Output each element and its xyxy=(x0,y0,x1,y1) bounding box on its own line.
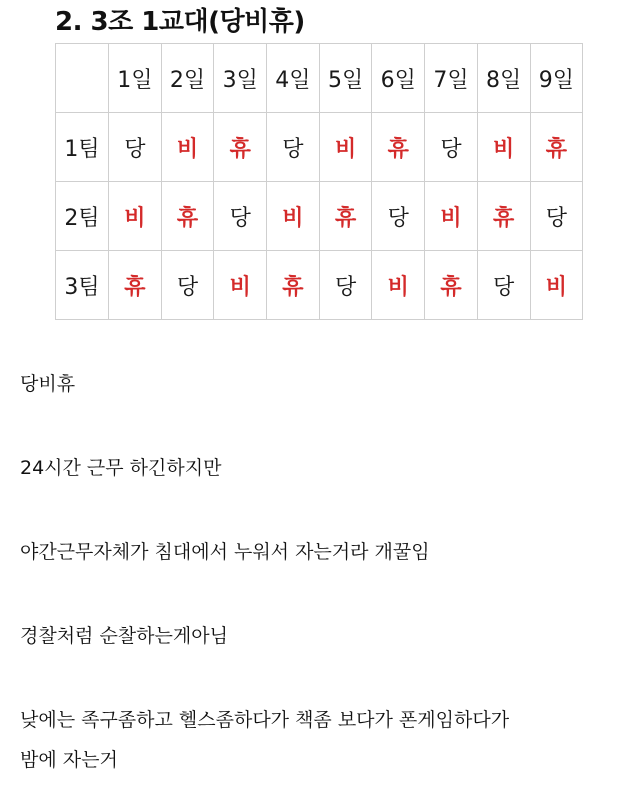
shift-cell: 비 xyxy=(477,113,530,182)
shift-cell: 휴 xyxy=(161,182,214,251)
shift-cell: 당 xyxy=(477,251,530,320)
shift-cell: 휴 xyxy=(425,251,478,320)
shift-cell: 당 xyxy=(425,113,478,182)
shift-cell: 휴 xyxy=(319,182,372,251)
shift-cell: 비 xyxy=(161,113,214,182)
team-label: 3팀 xyxy=(56,251,109,320)
team-row xyxy=(56,251,583,320)
day-header: 1일 xyxy=(109,44,162,113)
shift-cell: 당 xyxy=(372,182,425,251)
shift-cell: 당 xyxy=(109,113,162,182)
day-header: 9일 xyxy=(530,44,583,113)
section-title: 2. 3조 1교대(당비휴) xyxy=(55,7,305,37)
shift-cell: 휴 xyxy=(372,113,425,182)
paragraph: 경찰처럼 순찰하는게아님 xyxy=(20,625,228,647)
paragraph: 당비휴 xyxy=(20,373,76,395)
shift-schedule-table xyxy=(55,43,583,320)
shift-cell: 비 xyxy=(319,113,372,182)
shift-cell: 당 xyxy=(267,113,320,182)
shift-cell: 비 xyxy=(530,251,583,320)
paragraph: 24시간 근무 하긴하지만 xyxy=(20,457,222,479)
day-header: 8일 xyxy=(477,44,530,113)
shift-cell: 비 xyxy=(109,182,162,251)
shift-cell: 휴 xyxy=(477,182,530,251)
shift-cell: 당 xyxy=(319,251,372,320)
shift-cell: 당 xyxy=(530,182,583,251)
shift-cell: 비 xyxy=(267,182,320,251)
corner-cell xyxy=(56,44,109,113)
shift-cell: 비 xyxy=(214,251,267,320)
team-row xyxy=(56,182,583,251)
day-header: 6일 xyxy=(372,44,425,113)
shift-cell: 비 xyxy=(372,251,425,320)
shift-cell: 휴 xyxy=(267,251,320,320)
day-header: 4일 xyxy=(267,44,320,113)
shift-cell: 휴 xyxy=(109,251,162,320)
shift-cell: 휴 xyxy=(214,113,267,182)
day-header: 5일 xyxy=(319,44,372,113)
team-row xyxy=(56,113,583,182)
day-header: 3일 xyxy=(214,44,267,113)
paragraph: 야간근무자체가 침대에서 누워서 자는거라 개꿀임 xyxy=(20,541,430,563)
paragraph: 낮에는 족구좀하고 헬스좀하다가 책좀 보다가 폰게임하다가 xyxy=(20,709,510,731)
team-label: 2팀 xyxy=(56,182,109,251)
shift-cell: 당 xyxy=(161,251,214,320)
day-header: 7일 xyxy=(425,44,478,113)
shift-cell: 비 xyxy=(425,182,478,251)
shift-cell: 휴 xyxy=(530,113,583,182)
paragraph: 밤에 자는거 xyxy=(20,749,118,771)
team-label: 1팀 xyxy=(56,113,109,182)
shift-cell: 당 xyxy=(214,182,267,251)
day-header: 2일 xyxy=(161,44,214,113)
header-row xyxy=(56,44,583,113)
